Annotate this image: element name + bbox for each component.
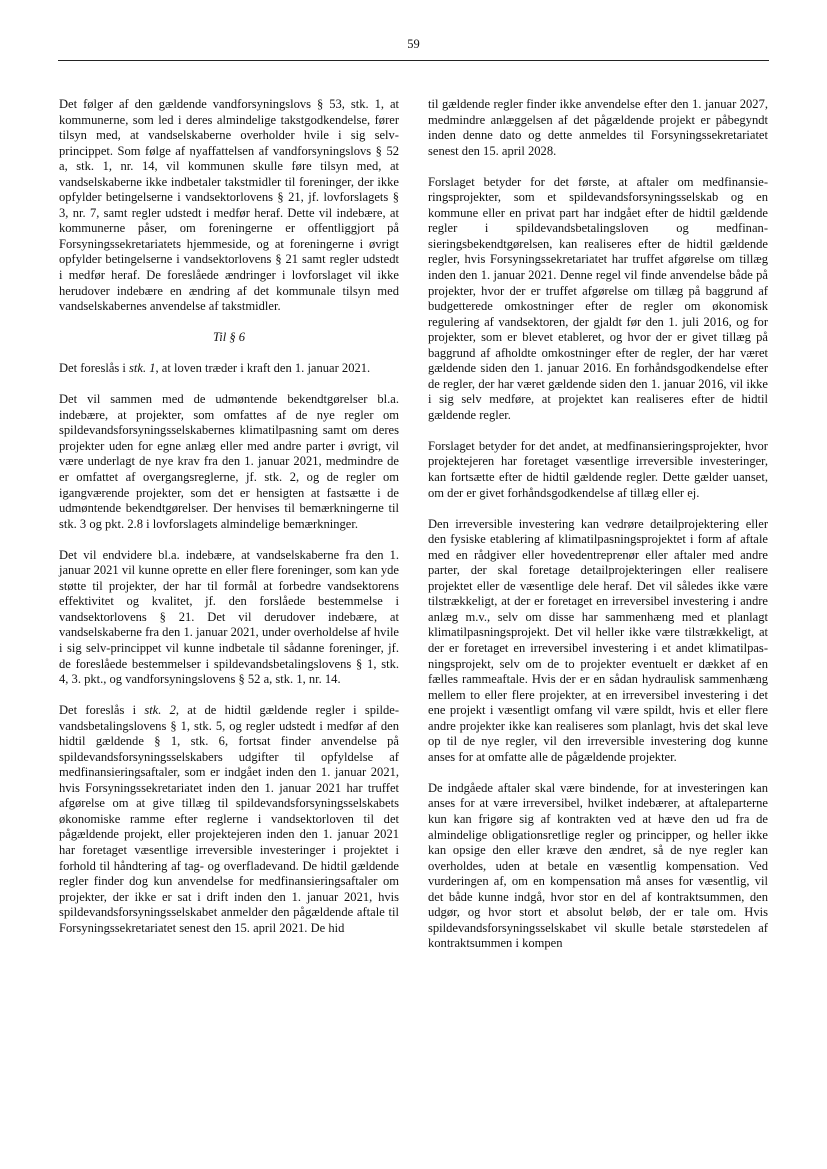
section-heading: Til § 6 bbox=[212, 330, 246, 345]
text-run: , at loven træder i kraft den 1. januar 2021. bbox=[155, 361, 371, 376]
header-rule bbox=[58, 60, 769, 61]
right-paragraph-5: De indgåede aftaler skal være bindende, for at investeringen kan anses for at være irreversibel, hvilket indebærer, at aftaleparterne kun kan frigøre sig af kontrakten ved at hæve den ud fra de almindelige obligationsretlige regler og principper, og heller ikke kan opsige den eller kræve den ændret, så de nye regler kan overholdes, uden at betale en væsentlig kompensation. Ved vurderingen af, om en kompensation må anses for væsentlig, vil det både kunne indgå, hvor stor en del af kontraktsummen, den udgør, og hvor stort et absolut beløb, der er tale om. Hvis spildevandsforsyningsselskabet vil skulle betale størstedelen af kontraktsummen i kompen bbox=[428, 780, 768, 951]
right-column bbox=[428, 97, 768, 967]
left-paragraph-1: Det følger af den gældende vandforsyningslovs § 53, stk. 1, at kommunerne, som led i deres almindelige takstgodkendelse, fører tilsyn med, at vandselskaberne overholder hvile i sig selv-princippet. Som følge af nyaffattelsen af vandforsyningslovs § 52 a, stk. 1, nr. 14, vil kommunen skulle føre tilsyn med, at vandselskaberne ikke indbetaler takstmidler til foreninger, der ikke opfylder betingelserne i vandsektorlovens § 21, jf. lovforslagets § 3, nr. 7, samt regler udstedt i medfør heraf. Dette vil indebære, at kommunerne påser, om foreningerne er offentliggjort på Forsyningssekretariatets hjemmeside, og at foreningerne i øvrigt opfylder betingelserne i vandsektorlovens § 21 samt regler udstedt i medfør heraf. De foreslåede ændringer i lovforslaget vil ikke herudover indebære en ændring af det kommunale tilsyn med vandselskabernes anvendelse af takstmidler. bbox=[59, 97, 399, 314]
left-paragraph-4: Det vil endvidere bl.a. indebære, at vandselskaberne fra den 1. januar 2021 vil kunne oprette en eller flere foreninger, som kan yde støtte til projekter, der har til formål at forbedre vandsektorens effektivitet og kvalitet, jf. den forslåede bestemmelse i vandsektorlovens § 21. Det vil derudover indebære, at vandselskaberne fra den 1. januar 2021, under overholdelse af hvile i sig selv-princippet vil kunne indbetale til sådanne foreninger, jf. de foreslåede bestemmelser i spildevandsbetalingslovens § 1, stk. 4, 3. pkt., og vandforsyningslovens § 52 a, stk. 1, nr. 14. bbox=[59, 547, 399, 687]
text-run: Det foreslås i bbox=[59, 703, 145, 718]
stk-reference: stk. 2 bbox=[144, 703, 176, 718]
text-run: , at de hidtil gældende regler i spildevandsbetalingslovens § 1, stk. 5, og regler udstedt i medfør af den hidtil gældende § 1, stk. 6, fortsat finder anvendelse på spildevandsforsyningsselskabers udgifter til opfyldelse af medfinansieringsaftaler, som er indgået inden den 1. januar 2021, hvis Forsyningssekretariatet inden den 1. januar 2021 har truffet afgørelse om at give tillæg til spildevandsforsyningsselskabets økonomiske ramme efter reglerne i vandsektorloven til det pågældende projekt, eller projektejeren inden den 1. januar 2021 har foretaget væsentlige irreversible investeringer i projektet i forhold til håndtering af tag- og overfladevand. De hidtil gældende regler finder dog kun anvendelse for medfinansieringsaftaler om projekter, der ikke er sat i drift inden den 1. januar 2021, hvis spildevandsforsyningsselskabet anmelder den pågældende aftale til Forsyningssekretariatet senest den 15. april 2021. De hid bbox=[59, 703, 399, 935]
right-paragraph-2: Forslaget betyder for det første, at aftaler om medfinansieringsprojekter, som et spildevandsforsyningsselskab og en kommune eller en privat part har indgået efter de hidtil gældende regler i spildevandsbetalingsloven og medfinansieringsbekendtgørelsen, kan realiseres efter de hidtil gældende regler, hvis Forsyningssekretariatet har truffet afgørelse om tillæg inden den 1. januar 2021. Denne regel vil finde anvendelse både på projekter, hvor der er truffet afgørelse om tillæg på baggrund af budgetterede omkostninger efter de regler om økonomisk regulering af vandsektoren, der gjaldt før den 1. juli 2016, og for projekter, som er blevet etableret, og hvor der er givet tillæg på baggrund af afholdte omkostninger efter de regler, der har været gældende siden den 1. januar 2016. En forhåndsgodkendelse efter de regler, der har været gældende siden den 1. januar 2016, vil ikke i sig selv medføre, at projektet kan realiseres efter de hidtil gældende regler. bbox=[428, 174, 768, 422]
stk-reference: stk. 1 bbox=[129, 361, 156, 376]
right-paragraph-1: til gældende regler finder ikke anvendelse efter den 1. januar 2027, medmindre anlæggelsen af det pågældende projekt er påbegyndt inden denne dato og dette anmeldes til Forsyningssekretariatet senest den 15. april 2028. bbox=[428, 97, 768, 158]
text-run: Det foreslås i bbox=[59, 361, 130, 376]
left-paragraph-5 bbox=[59, 703, 399, 936]
page-number: 59 bbox=[407, 37, 420, 51]
right-paragraph-3: Forslaget betyder for det andet, at medfinansieringsprojekter, hvor projektejeren har foretaget væsentlige irreversible investeringer, kan fortsætte efter de hidtil gældende regler. Dette gælder uanset, om der er givet forhåndsgodkendelse af tillæg eller ej. bbox=[428, 438, 768, 500]
right-paragraph-4: Den irreversible investering kan vedrøre detailprojektering eller den fysiske etablering af klimatilpasningsprojektet i form af aftale med en rådgiver eller hovedentreprenør eller aftaler med andre parter, der skal foretage detailprojekteringen eller realisere projektet eller de væsentlige dele heraf. Det vil således ikke være tilstrækkeligt, at der er foretaget en irreversibel investering i andre anlæg m.v., selv om disse har sammenhæng med et planlagt klimatilpasningsprojekt. Det vil heller ikke være tilstrækkeligt, at der er foretaget en irreversibel investering i et andet klimatilpasningsprojekt, selv om de to projekter eventuelt er dækket af en fælles rammeaftale. Hvis der er en sådan hydraulisk sammenhæng mellem to eller flere projekter, at en irreversibel investering i det ene projekt i væsentligt omfang vil være spildt, hvis et eller flere andre projekter ikke kan realiseres som planlagt, hvis det skal leve op til de nye regler, vil den irreversible investering dog kunne anses for at omfatte alle de pågældende projekter. bbox=[428, 516, 768, 764]
left-paragraph-2 bbox=[59, 361, 399, 377]
left-column bbox=[59, 97, 399, 952]
left-paragraph-3: Det vil sammen med de udmøntende bekendtgørelser bl.a. indebære, at projekter, som omfattes af de nye regler om spildevandsforsyningsselskabernes klimatilpasning samt om deres projekter uden for egne anlæg eller med andre parter i øvrigt, vil være underlagt de nye krav fra den 1. januar 2021, medmindre de er omfattet af overgangsreglerne, jf. stk. 2, og de regler om igangværende projekter, som det er hensigten at fastsætte i de udmøntende bekendtgørelser. Der henvises til bemærkningerne til stk. 3 og pkt. 2.8 i lovforslagets almindelige bemærkninger. bbox=[59, 392, 399, 531]
